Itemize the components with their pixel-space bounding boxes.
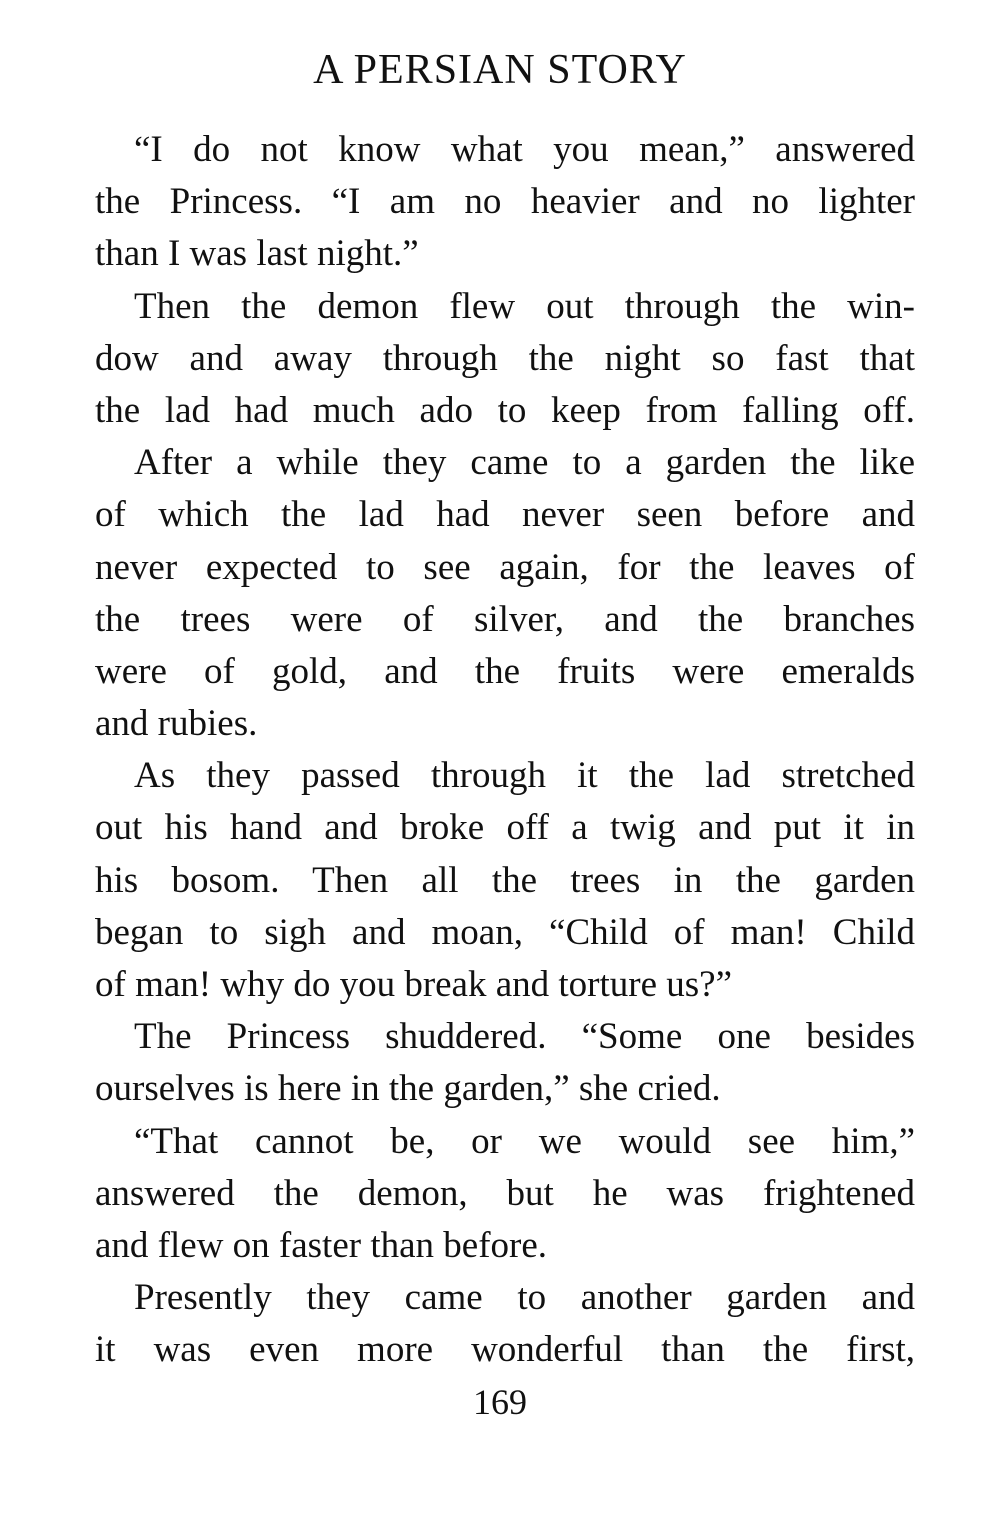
text-line: it was even more wonderful than the first, [95, 1329, 915, 1371]
running-head: A PERSIAN STORY [313, 47, 687, 93]
text-line: “That cannot be, or we would see him,” [134, 1120, 915, 1162]
text-line: the lad had much ado to keep from falling off. [95, 389, 915, 431]
text-line: the trees were of silver, and the branches [95, 598, 915, 640]
text-line: never expected to see again, for the leaves of [95, 546, 915, 588]
text-line: and flew on faster than before. [95, 1224, 548, 1266]
text-line: As they passed through it the lad stretched [134, 755, 915, 797]
text-line: and rubies. [95, 703, 258, 745]
text-line: were of gold, and the fruits were emeralds [95, 650, 915, 692]
text-line: dow and away through the night so fast that [95, 337, 915, 379]
text-line: “I do not know what you mean,” answered [134, 129, 915, 170]
text-line: his bosom. Then all the trees in the garden [95, 859, 915, 901]
text-line: out his hand and broke off a twig and put it in [95, 807, 915, 849]
text-line: than I was last night.” [95, 233, 419, 275]
text-line: the Princess. “I am no heavier and no lighter [95, 181, 915, 223]
text-line: The Princess shuddered. “Some one besides [134, 1016, 915, 1058]
text-line: began to sigh and moan, “Child of man! Child [95, 911, 915, 953]
text-line: of which the lad had never seen before and [95, 494, 915, 536]
page-number: 169 [473, 1382, 527, 1422]
body-text [95, 124, 915, 1377]
text-line: answered the demon, but he was frightened [95, 1172, 915, 1214]
text-line: Then the demon flew out through the win- [134, 285, 915, 327]
text-line: Presently they came to another garden and [134, 1277, 915, 1319]
text-line: ourselves is here in the garden,” she cried. [95, 1068, 721, 1110]
text-line: After a while they came to a garden the like [134, 442, 915, 484]
text-line: of man! why do you break and torture us?” [95, 964, 733, 1005]
